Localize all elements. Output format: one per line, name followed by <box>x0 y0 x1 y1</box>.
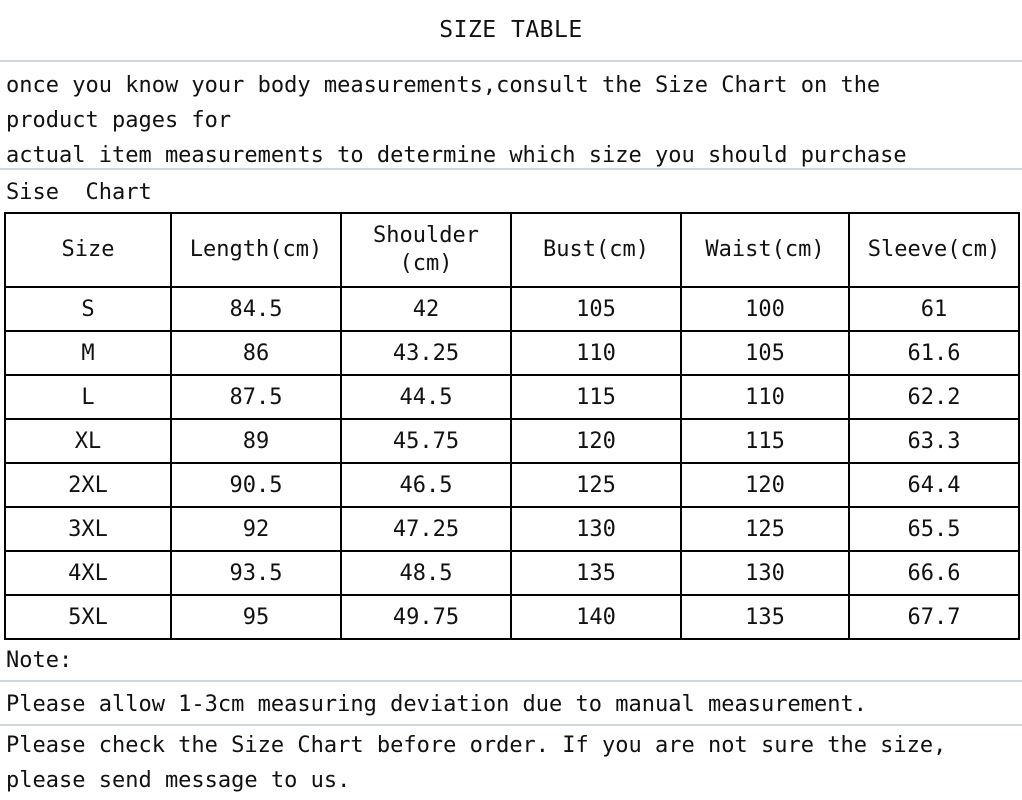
table-row <box>5 331 1019 375</box>
cell-bust: 135 <box>511 551 681 595</box>
table-header-row <box>5 213 1019 287</box>
table-row <box>5 507 1019 551</box>
cell-waist: 105 <box>681 331 849 375</box>
column-header-shoulder: Shoulder (cm) <box>341 213 511 287</box>
cell-waist: 115 <box>681 419 849 463</box>
page-title: SIZE TABLE <box>0 0 1022 62</box>
cell-length: 93.5 <box>171 551 341 595</box>
column-header-sleeve: Sleeve(cm) <box>849 213 1019 287</box>
intro-text <box>0 64 1022 170</box>
note-deviation: Please allow 1-3cm measuring deviation due to manual measurement. <box>0 684 1022 726</box>
table-row <box>5 463 1019 507</box>
table-body <box>5 287 1019 639</box>
cell-waist: 135 <box>681 595 849 639</box>
note-label: Note: <box>0 640 1022 682</box>
size-chart-table <box>4 212 1020 640</box>
cell-shoulder: 46.5 <box>341 463 511 507</box>
cell-sleeve: 67.7 <box>849 595 1019 639</box>
cell-length: 87.5 <box>171 375 341 419</box>
cell-shoulder: 47.25 <box>341 507 511 551</box>
cell-size: 5XL <box>5 595 171 639</box>
cell-bust: 110 <box>511 331 681 375</box>
table-row <box>5 375 1019 419</box>
column-header-bust: Bust(cm) <box>511 213 681 287</box>
cell-length: 86 <box>171 331 341 375</box>
cell-shoulder: 44.5 <box>341 375 511 419</box>
intro-line-3: actual item measurements to determine which size you should purchase <box>6 143 907 168</box>
cell-size: XL <box>5 419 171 463</box>
cell-sleeve: 66.6 <box>849 551 1019 595</box>
table-row <box>5 419 1019 463</box>
cell-waist: 100 <box>681 287 849 331</box>
cell-sleeve: 61 <box>849 287 1019 331</box>
cell-waist: 125 <box>681 507 849 551</box>
cell-shoulder: 43.25 <box>341 331 511 375</box>
cell-waist: 130 <box>681 551 849 595</box>
cell-sleeve: 65.5 <box>849 507 1019 551</box>
cell-bust: 105 <box>511 287 681 331</box>
cell-length: 95 <box>171 595 341 639</box>
cell-size: L <box>5 375 171 419</box>
cell-sleeve: 63.3 <box>849 419 1019 463</box>
cell-sleeve: 62.2 <box>849 375 1019 419</box>
cell-bust: 130 <box>511 507 681 551</box>
cell-size: S <box>5 287 171 331</box>
table-row <box>5 287 1019 331</box>
cell-bust: 115 <box>511 375 681 419</box>
cell-length: 92 <box>171 507 341 551</box>
intro-line-1: once you know your body measurements,consult the Size Chart on the <box>6 73 881 98</box>
cell-size: 3XL <box>5 507 171 551</box>
cell-length: 89 <box>171 419 341 463</box>
cell-sleeve: 61.6 <box>849 331 1019 375</box>
cell-bust: 125 <box>511 463 681 507</box>
cell-shoulder: 45.75 <box>341 419 511 463</box>
cell-shoulder: 42 <box>341 287 511 331</box>
column-header-size: Size <box>5 213 171 287</box>
cell-bust: 120 <box>511 419 681 463</box>
cell-shoulder: 48.5 <box>341 551 511 595</box>
chart-label: Sise Chart <box>6 180 152 205</box>
cell-shoulder: 49.75 <box>341 595 511 639</box>
cell-bust: 140 <box>511 595 681 639</box>
table-row <box>5 595 1019 639</box>
cell-waist: 120 <box>681 463 849 507</box>
note-check-size-chart: Please check the Size Chart before order. If you are not sure the size, please send message to us. <box>6 733 947 793</box>
cell-size: 2XL <box>5 463 171 507</box>
cell-length: 84.5 <box>171 287 341 331</box>
column-header-length: Length(cm) <box>171 213 341 287</box>
cell-waist: 110 <box>681 375 849 419</box>
table-row <box>5 551 1019 595</box>
column-header-waist: Waist(cm) <box>681 213 849 287</box>
cell-size: M <box>5 331 171 375</box>
cell-length: 90.5 <box>171 463 341 507</box>
cell-sleeve: 64.4 <box>849 463 1019 507</box>
intro-line-2: product pages for <box>6 108 232 133</box>
cell-size: 4XL <box>5 551 171 595</box>
